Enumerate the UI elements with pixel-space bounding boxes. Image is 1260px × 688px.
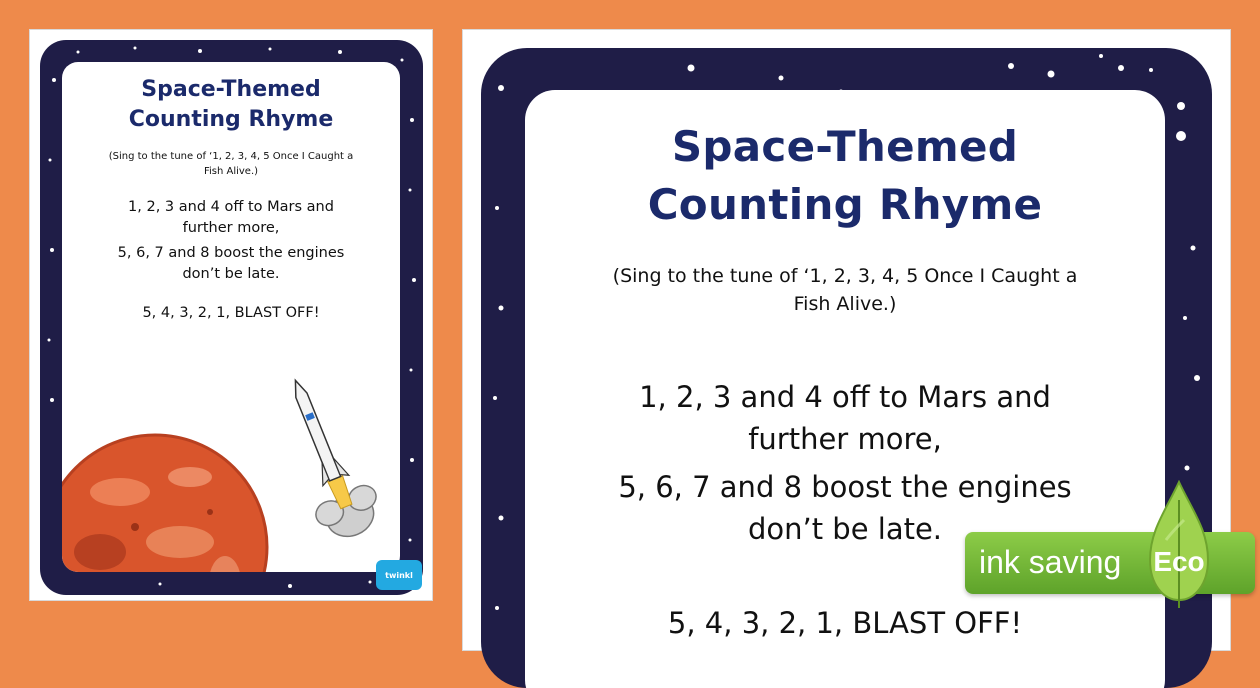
poster-title [525, 90, 1165, 234]
tune-note [575, 262, 1115, 318]
verse-2-line-1: 5, 6, 7 and 8 boost the engines [117, 245, 345, 261]
rocket-illustration [258, 372, 388, 552]
verse-1 [595, 376, 1095, 460]
verse-2-line-1: 5, 6, 7 and 8 boost the engines [618, 470, 1072, 504]
tune-line-1: (Sing to the tune of ‘1, 2, 3, 4, 5 Once I Caught a [612, 265, 1078, 287]
eco-ink-saving-banner [965, 530, 1255, 596]
tune-line-1: (Sing to the tune of ‘1, 2, 3, 4, 5 Once I Caught a [108, 151, 354, 162]
poster-card-large [525, 90, 1165, 688]
thumbnail-page[interactable] [30, 30, 432, 600]
verse-2-line-2: don’t be late. [747, 512, 943, 546]
ink-saving-text: ink saving [979, 544, 1122, 580]
title-line-2: Counting Rhyme [128, 107, 334, 132]
verse-1-line-2: further more, [748, 422, 942, 456]
verse-3: 5, 4, 3, 2, 1, BLAST OFF! [142, 305, 320, 321]
verse-2-line-2: don’t be late. [182, 266, 280, 282]
title-line-1: Space-Themed [671, 122, 1019, 171]
verse-1-line-1: 1, 2, 3 and 4 off to Mars and [128, 199, 334, 215]
mars-planet-illustration [62, 432, 270, 572]
title-line-2: Counting Rhyme [647, 180, 1043, 229]
verse-3: 5, 4, 3, 2, 1, BLAST OFF! [667, 606, 1023, 640]
poster-title [62, 62, 400, 135]
verse-1-line-2: further more, [182, 220, 280, 236]
tune-note [91, 149, 371, 179]
eco-label: Eco [1153, 546, 1205, 577]
twinkl-logo: twinkl [376, 560, 422, 590]
tune-line-2: Fish Alive.) [203, 166, 259, 177]
verse-1-line-1: 1, 2, 3 and 4 off to Mars and [639, 380, 1051, 414]
verse-2 [101, 243, 361, 285]
space-frame [40, 40, 423, 595]
title-line-1: Space-Themed [141, 77, 321, 102]
verse-1 [101, 197, 361, 239]
poster-card [62, 62, 400, 572]
tune-line-2: Fish Alive.) [793, 293, 897, 315]
